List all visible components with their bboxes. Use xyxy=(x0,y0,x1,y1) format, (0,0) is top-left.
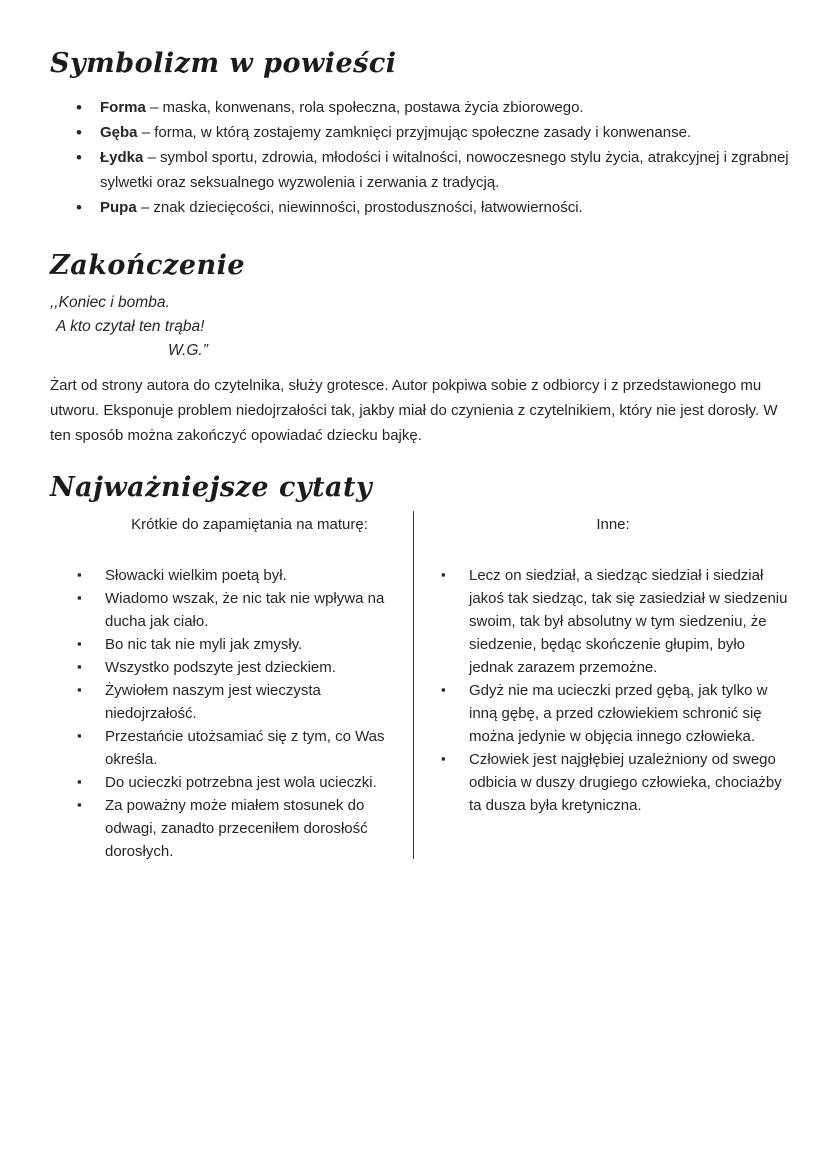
quotes-column-matura xyxy=(50,511,413,863)
term-definition: – znak dziecięcości, niewinności, prostoduszności, łatwowierności. xyxy=(140,199,583,217)
quote-item: ▪ Do ucieczki potrzebna jest wola ucieczki. xyxy=(50,771,413,794)
quote-item: ▪ Za poważny może miałem stosunek do odwagi, zanadto przeceniłem dorosłość dorosłych. xyxy=(50,794,413,863)
quote-item: ▪ Przestańcie utożsamiać się z tym, co Was określa. xyxy=(50,725,413,771)
term-label: Pupa xyxy=(100,199,137,217)
quote-item: ▪ Żywiołem naszym jest wieczysta niedojrzałość. xyxy=(50,679,413,725)
quote-item: ▪ Słowacki wielkim poetą był. xyxy=(50,564,413,587)
quote-line: A kto czytał ten trąba! xyxy=(56,318,205,336)
list-item xyxy=(50,195,790,220)
term-label: Gęba xyxy=(100,124,138,142)
term-definition: – maska, konwenans, rola społeczna, postawa życia zbiorowego. xyxy=(150,99,584,117)
ending-paragraph: Żart od strony autora do czytelnika, służy grotesce. Autor pokpiwa sobie z odbiorcy i z przedstawionego mu utworu. Eksponuje problem niedojrzałości tak, jakby miał do czynienia z czytelnikiem, który nie jest dorosły. W ten sposób można zakończyć opowiadać dziecku bajkę. xyxy=(50,377,778,445)
quote-item: ▪ Gdyż nie ma ucieczki przed gębą, jak tylko w inną gębę, a przed człowiekiem schronić się można jedynie w objęcia innego człowieka. xyxy=(414,679,790,748)
quote-item: ▪ Bo nic tak nie myli jak zmysły. xyxy=(50,633,413,656)
quote-line: W.G.” xyxy=(168,342,208,360)
quote-item: ▪ Człowiek jest najgłębiej uzależniony od swego odbicia w duszy drugiego człowieka, chociażby ta dusza była kretyniczna. xyxy=(414,748,790,817)
term-definition: – symbol sportu, zdrowia, młodości i witalności, nowoczesnego stylu życia, atrakcyjnej i zgrabnej sylwetki oraz seksualnego wyzwolenia i zerwania z tradycją. xyxy=(100,149,789,192)
quote-item: ▪ Wiadomo wszak, że nic tak nie wpływa na ducha jak ciało. xyxy=(50,587,413,633)
section-heading-quotes: Najważniejsze cytaty xyxy=(50,472,373,504)
column-header-matura: Krótkie do zapamiętania na maturę: xyxy=(131,516,368,534)
term-definition: – forma, w którą zostajemy zamknięci przyjmując społeczne zasady i konwenanse. xyxy=(141,124,692,142)
quote-item: ▪ Wszystko podszyte jest dzieckiem. xyxy=(50,656,413,679)
term-label: Łydka xyxy=(100,149,144,167)
ending-quote xyxy=(50,291,790,363)
section-heading-ending: Zakończenie xyxy=(50,250,246,282)
section-heading-symbolism: Symbolizm w powieści xyxy=(50,48,397,79)
list-item xyxy=(50,95,790,120)
other-quotes-list xyxy=(414,564,790,817)
quote-line: ,,Koniec i bomba. xyxy=(50,294,170,312)
list-item xyxy=(50,145,790,195)
quote-item: ▪ Lecz on siedział, a siedząc siedział i siedział jakoś tak siedząc, tak się zasiedział w siedzeniu swoim, tak był absolutny w tym siedzeniu, że siedzenie, będąc skończenie głupim, było jednak zarazem przemożne. xyxy=(414,564,790,679)
column-header-other: Inne: xyxy=(596,516,630,534)
symbolism-list xyxy=(50,95,790,220)
matura-quotes-list xyxy=(50,564,413,863)
list-item xyxy=(50,120,790,145)
quotes-column-other xyxy=(414,511,790,863)
term-label: Forma xyxy=(100,99,146,117)
quotes-columns xyxy=(50,511,790,863)
